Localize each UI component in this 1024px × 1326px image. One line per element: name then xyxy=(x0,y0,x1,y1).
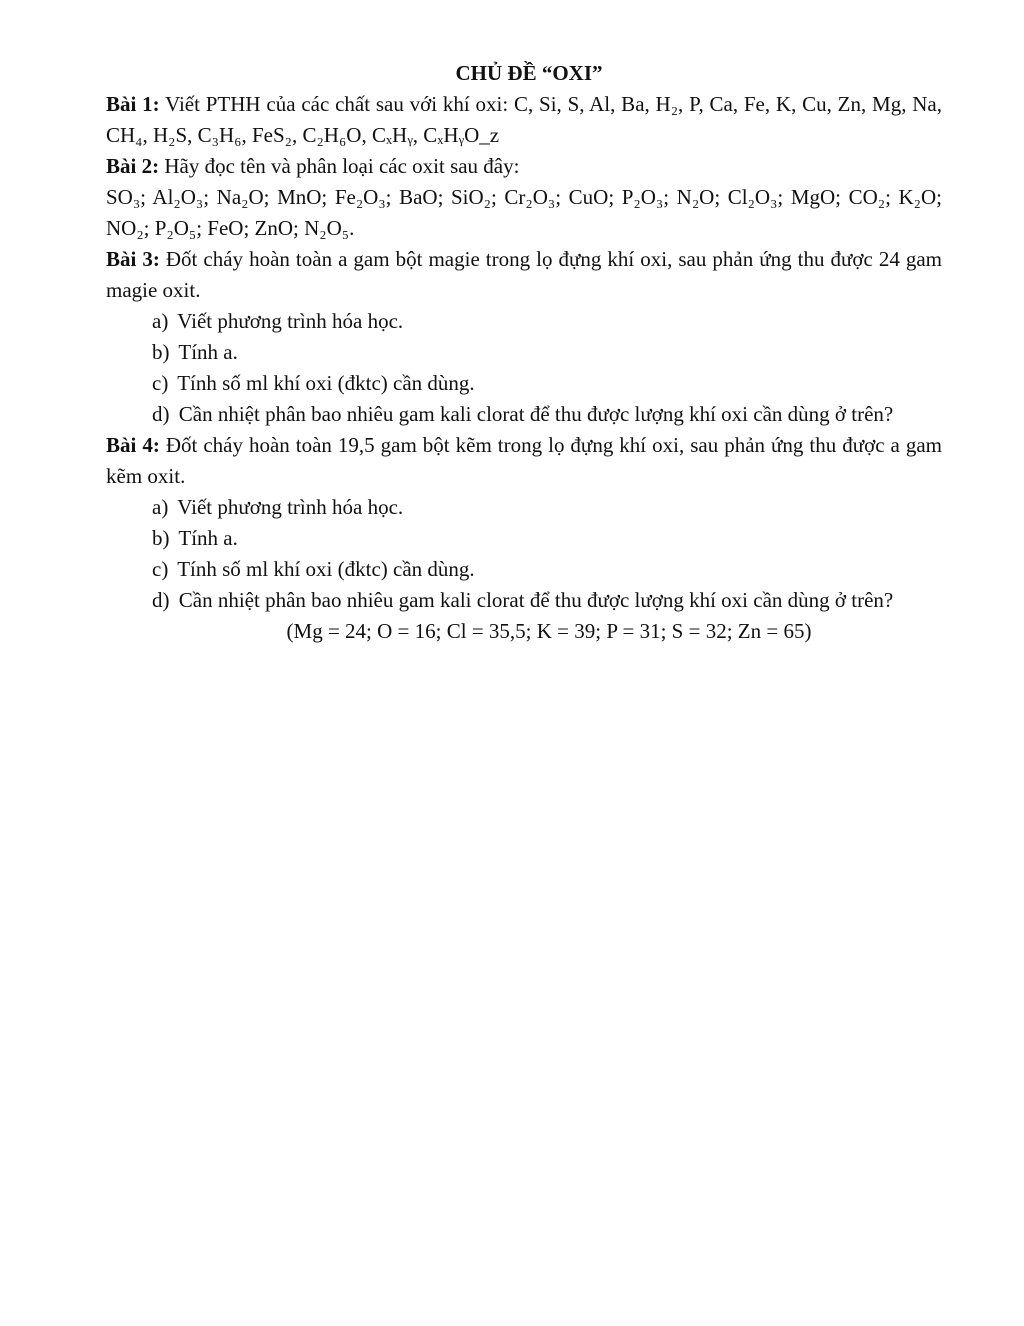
exercise-3-question-b xyxy=(106,337,942,368)
exercise-4 xyxy=(106,430,942,492)
question-text: Cần nhiệt phân bao nhiêu gam kali clorat để thu được lượng khí oxi cần dùng ở trên? xyxy=(178,402,894,426)
exercise-3-questions xyxy=(106,306,942,430)
exercise-3-question-c xyxy=(106,368,942,399)
exercise-1 xyxy=(106,89,942,151)
question-text: Cần nhiệt phân bao nhiêu gam kali clorat để thu được lượng khí oxi cần dùng ở trên? xyxy=(178,588,894,612)
question-label: a) xyxy=(152,309,169,333)
question-text: Tính a. xyxy=(178,526,238,550)
exercise-3-text: Đốt cháy hoàn toàn a gam bột magie trong lọ đựng khí oxi, sau phản ứng thu được 24 gam magie oxit. xyxy=(106,247,942,302)
exercise-4-question-a xyxy=(106,492,942,523)
exercise-4-question-d xyxy=(106,585,942,616)
exercise-2-oxide-list: SO₃; Al₂O₃; Na₂O; MnO; Fe₂O₃; BaO; SiO₂; Cr₂O₃; CuO; P₂O₃; N₂O; Cl₂O₃; MgO; CO₂; K₂O; NO₂; P₂O₅; FeO; ZnO; N₂O₅. xyxy=(106,185,942,240)
question-text: Tính a. xyxy=(178,340,238,364)
exercise-3-label: Bài 3: xyxy=(106,247,160,271)
document-page xyxy=(106,58,942,647)
question-text: Viết phương trình hóa học. xyxy=(177,309,404,333)
question-label: d) xyxy=(152,402,170,426)
question-label: b) xyxy=(152,340,170,364)
atomic-mass-constants: (Mg = 24; O = 16; Cl = 35,5; K = 39; P = 31; S = 32; Zn = 65) xyxy=(286,619,812,643)
question-label: d) xyxy=(152,588,170,612)
exercise-3-question-d xyxy=(106,399,942,430)
exercise-2-label: Bài 2: xyxy=(106,154,160,178)
exercise-4-question-b xyxy=(106,523,942,554)
exercise-1-label: Bài 1: xyxy=(106,92,160,116)
question-label: c) xyxy=(152,371,169,395)
question-text: Viết phương trình hóa học. xyxy=(177,495,404,519)
exercise-4-text: Đốt cháy hoàn toàn 19,5 gam bột kẽm trong lọ đựng khí oxi, sau phản ứng thu được a gam kẽm oxit. xyxy=(106,433,942,488)
exercise-2-text: Hãy đọc tên và phân loại các oxit sau đây: xyxy=(164,154,520,178)
exercise-2 xyxy=(106,151,942,182)
exercise-3-question-a xyxy=(106,306,942,337)
exercise-4-question-c xyxy=(106,554,942,585)
document-title: CHỦ ĐỀ “OXI” xyxy=(455,61,603,85)
question-label: a) xyxy=(152,495,169,519)
question-label: b) xyxy=(152,526,170,550)
question-text: Tính số ml khí oxi (đktc) cần dùng. xyxy=(177,371,475,395)
question-text: Tính số ml khí oxi (đktc) cần dùng. xyxy=(177,557,475,581)
exercise-4-questions xyxy=(106,492,942,616)
exercise-1-text: Viết PTHH của các chất sau với khí oxi: C, Si, S, Al, Ba, H₂, P, Ca, Fe, K, Cu, Zn, Mg, Na, CH₄, H₂S, C₃H₆, FeS₂, C₂H₆O, CₓHᵧ, CₓHᵧO_z xyxy=(106,92,942,147)
question-label: c) xyxy=(152,557,169,581)
exercise-3 xyxy=(106,244,942,306)
exercise-4-label: Bài 4: xyxy=(106,433,160,457)
